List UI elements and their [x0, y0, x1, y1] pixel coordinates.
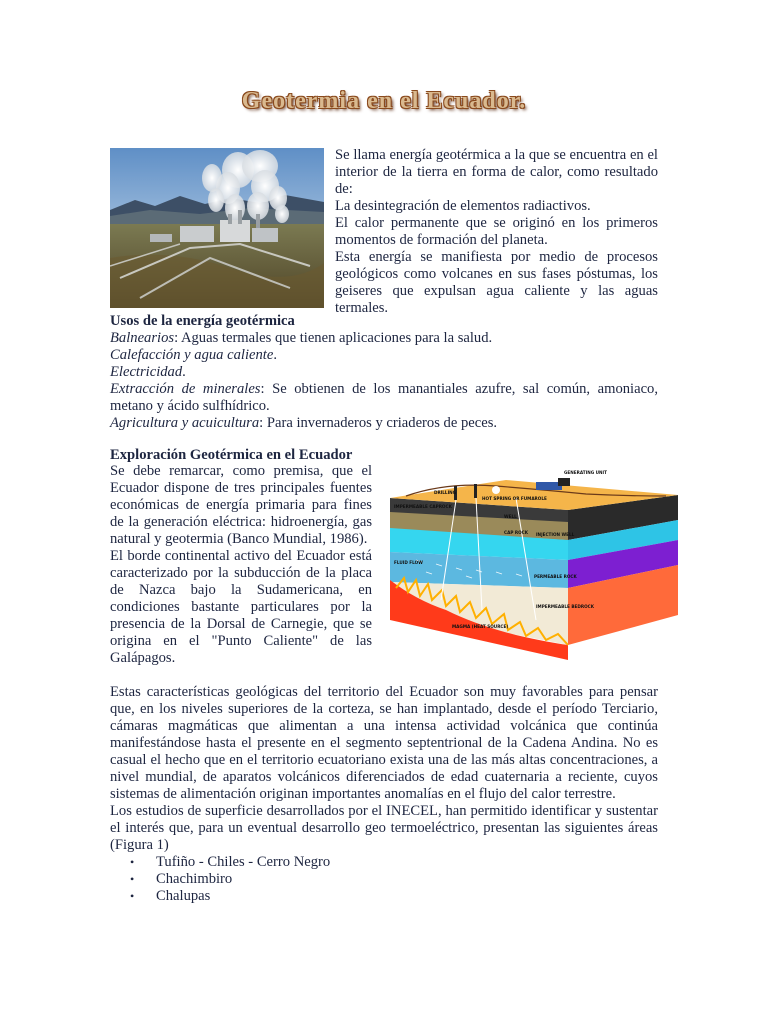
use-item: Electricidad. [110, 364, 186, 380]
geothermal-cross-section-diagram [386, 460, 681, 665]
list-item: • Chalupas [110, 888, 658, 905]
exploration-heading: Exploración Geotérmica en el Ecuador [110, 447, 353, 463]
intro-paragraph: Esta energía se manifiesta por medio de procesos geológicos como volcanes en sus fases póstumas, los geiseres que expulsan agua caliente y las aguas termales. [335, 249, 658, 316]
label-injection-well: INJECTION WELL [536, 532, 575, 537]
label-permeable-rock: PERMEABLE ROCK [534, 574, 577, 579]
exploration-paragraph-3: Estas características geológicas del territorio del Ecuador son muy favorables para pensar que, en los niveles superiores de la corteza, se han implantado, desde el período Terciario, cámaras magmáticas que alimentan a una intensa actividad volcánica que continúa manifestándose hasta el presente en el segmento septentrional de la Cadena Andina. No es casual el hecho que en el territorio ecuatoriano exista una de las más altas concentraciones, a nivel mundial, de aparatos volcánicos diferenciados de edad cuaternaria a reciente, cuyos sistemas de alimentación originan importantes anomalías en el flujo del calor terrestre. [110, 684, 658, 802]
label-fluid-flow: FLUID FLOW [394, 560, 423, 565]
exploration-wrap-text [110, 463, 372, 667]
intro-paragraph: La desintegración de elementos radiactivos. [335, 198, 591, 214]
label-impermeable-caprock: IMPERMEABLE CAPROCK [394, 504, 452, 509]
geothermal-plant-photo [110, 148, 324, 308]
label-well: WELL [504, 514, 517, 519]
exploration-paragraph-1: Se debe remarcar, como premisa, que el Ecuador dispone de tres principales fuentes económicas de energía primaria para fines de la generación eléctrica: hidroenergía, gas natural y geotermia (Banco Mundial, 1986). [110, 463, 372, 547]
uses-section [110, 313, 658, 432]
list-item: • Tufiño - Chiles - Cerro Negro [110, 854, 658, 871]
exploration-continued [110, 684, 658, 905]
use-item: Calefacción y agua caliente. [110, 347, 277, 363]
list-item: • Chachimbiro [110, 871, 658, 888]
label-hot-spring: HOT SPRING OR FUMAROLE [482, 496, 547, 501]
use-item: Extracción de minerales: Se obtienen de los manantiales azufre, sal común, amoniaco, metano y ácido sulfhídrico. [110, 381, 659, 414]
label-cap-rock: CAP ROCK [504, 530, 528, 535]
label-impermeable-bedrock: IMPERMEABLE BEDROCK [536, 604, 594, 609]
intro-paragraph: Se llama energía geotérmica a la que se encuentra en el interior de la tierra en forma de calor, como resultado de: [335, 147, 658, 197]
exploration-paragraph-4: Los estudios de superficie desarrollados por el INECEL, han permitido identificar y sustentar el interés que, para un eventual desarrollo geo termoeléctrico, presentan las siguientes áreas (Figura 1) [110, 803, 658, 853]
exploration-paragraph-2: El borde continental activo del Ecuador está caracterizado por la subducción de la placa de Nazca bajo la Sudamericana, en condiciones bastante particulares por la presencia de la Dorsal de Carnegie, que se origina en el "Punto Caliente" de las Galápagos. [110, 548, 372, 666]
use-item: Balnearios: Aguas termales que tienen aplicaciones para la salud. [110, 330, 493, 346]
label-magma: MAGMA (HEAT SOURCE) [452, 624, 509, 629]
areas-list [110, 854, 658, 905]
intro-text [335, 147, 658, 317]
uses-heading: Usos de la energía geotérmica [110, 313, 295, 329]
intro-paragraph: El calor permanente que se originó en los primeros momentos de formación del planeta. [335, 215, 658, 248]
use-item: Agricultura y acuicultura: Para invernaderos y criaderos de peces. [110, 415, 498, 431]
label-drilling: DRILLING [434, 490, 457, 495]
label-generating-unit: GENERATING UNIT [564, 470, 607, 475]
page-title: Geotermia en el Ecuador. [241, 88, 527, 114]
